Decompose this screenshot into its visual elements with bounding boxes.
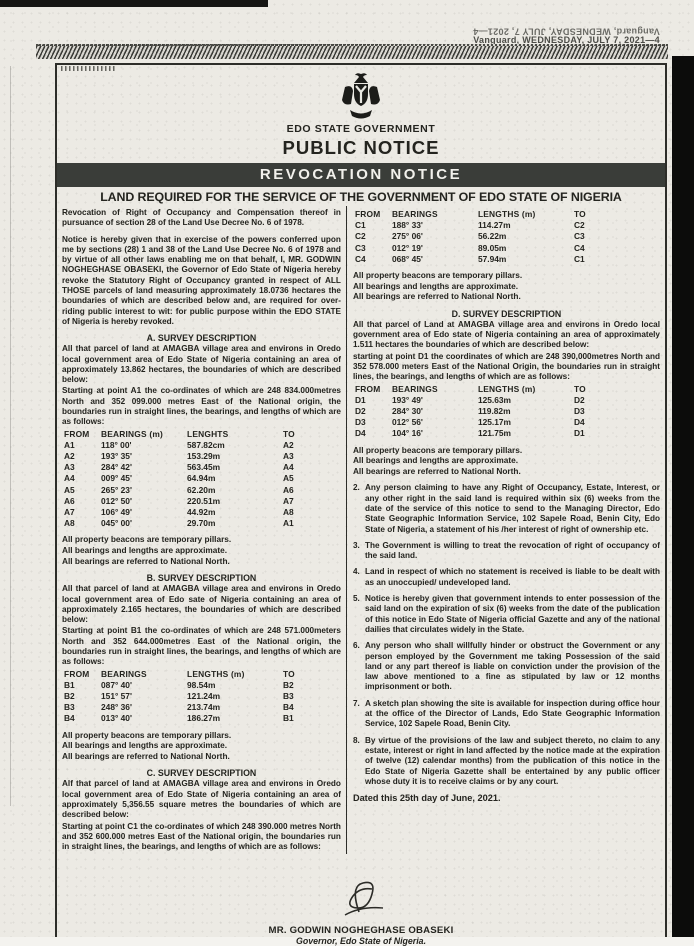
- survey-notes-b: All property beacons are temporary pillars. All bearings and lengths are approximate. All bearings are referred to National North.: [62, 729, 232, 761]
- clause-item-2: 2. Any person claiming to have any Right of Occupancy, Estate, Interest, or any other right in the said land is required within six (6) weeks from the date of the service of this notice to send to the Managing Director, Edo State Geographic Information Service, 102 Sapele Road, Benin City, Edo State of Nigeria, a statement of his /her interest of right of ownership etc.: [352, 483, 660, 534]
- revocation-banner: REVOCATION NOTICE: [57, 163, 665, 187]
- scan-fold-line: [10, 66, 11, 806]
- clause-item-4: 4. Land in respect of which no statement is received is liable to be dealt with as an unoccupied/ undeveloped land.: [352, 567, 660, 587]
- signatory-name: MR. GODWIN NOGHEGHASE OBASEKI: [268, 925, 454, 936]
- coat-of-arms-icon: [336, 72, 386, 122]
- survey-notes-c: All property beacons are temporary pillars. All bearings and lengths are approximate. All bearings are referred to National North.: [352, 270, 523, 302]
- masthead: [473, 26, 660, 45]
- section-d-body: All that parcel of Land at AMAGBA village area and environs in Oredo local government area of Edo state of Nigeria containing an area of approximately 1.511 hectares the boundaries of which are described below:: [352, 319, 661, 350]
- masthead-date: Vanguard, WEDNESDAY, JULY 7, 2021—4: [473, 34, 660, 45]
- government-name: EDO STATE GOVERNMENT: [286, 123, 436, 135]
- survey-table-a: FROM BEARINGS (m) LENGHTS TO A1 118° 00' 587.82cm A2 A2 193° 35' 153.29m A3 A3 284° 42' 563.45m A4 A4 009° 45' 64.94m A5 A5 265° 23' 62.20m A6 A6 012° 50' 220.51m A7 A7 106° 49' 44.92m A8 A8 045° 00' 29.70m A1: [64, 428, 295, 529]
- left-column: [60, 206, 346, 854]
- clause-item-3: 3. The Government is willing to treat the revocation of right of occupancy of the said land.: [352, 540, 660, 561]
- masthead-date-mirrored: Vanguard, WEDNESDAY, JULY 7, 2021—4: [473, 26, 660, 37]
- notice-headline: LAND REQUIRED FOR THE SERVICE OF THE GOVERNMENT OF EDO STATE OF NIGERIA: [100, 190, 622, 204]
- scan-right-edge: [672, 56, 694, 937]
- survey-notes-a: All property beacons are temporary pillars. All bearings and lengths are approximate. All bearings are referred to National North.: [62, 534, 232, 566]
- right-column: [346, 206, 662, 854]
- section-a-title: A. SURVEY DESCRIPTION: [146, 333, 257, 344]
- dated-line: Dated this 25th day of June, 2021.: [352, 793, 501, 804]
- notice-frame: [55, 63, 667, 946]
- signature: [325, 880, 397, 920]
- signatory-title: Governor, Edo State of Nigeria.: [295, 936, 427, 946]
- scan-top-edge: [0, 0, 268, 7]
- clause-item-5: 5. Notice is hereby given that government intends to enter possession of the said land on the expiration of six (6) weeks from the date of the publication of this notice in Edo State of Nigeria official Gazette and any of the national dailies that circulates widely in the State.: [352, 594, 660, 634]
- section-d-start-point: starting at point D1 the coordinates of which are 248 390,000metres North and 352 578.000 meters East of the National Origin, the boundaries run in straight lines, the bearings, and lengths of which are as follows:: [352, 351, 660, 382]
- survey-table-c: FROM BEARINGS LENGTHS (m) TO C1 188° 33' 114.27m C2 C2 275° 06' 56.22m C3 C3 012° 19' 89.05m C4 C4 068° 45' 57.94m C1: [354, 209, 586, 264]
- section-b-title: B. SURVEY DESCRIPTION: [146, 573, 257, 584]
- section-a-body: All that parcel of land at AMAGBA village area and environs in Oredo local government area of Edo State of Nigeria containing an area of approximately 13.862 hectares, the boundaries of which are described below:: [62, 344, 341, 385]
- section-c-title: C. SURVEY DESCRIPTION: [146, 768, 257, 779]
- section-b-body: All that parcel of land at AMAGBA village area and environs in Oredo local government area of Edo sate of Nigeria containing an area of approximately 2.165 hectares, the boundaries of which are described below:: [62, 584, 341, 625]
- public-notice-title: PUBLIC NOTICE: [282, 137, 440, 158]
- signature-block: [57, 880, 665, 946]
- intro-paragraph-2: Notice is hereby given that in exercise of the powers conferred upon me by sections (28) 1 and 38 of the Land Use Decree No. 6 of 1978 and by virtue of all other laws enabling me on that behalf, I, MR. GODWIN NOGHEGHASE OBASEKI, the Governor of Edo State of Nigeria hereby revoke the Statutory Right of Occupancy granted in respect of ALL THOSE parcels of land measuring approximately 18.0736 hectares the boundaries of which are described below and, are required for over-riding public interest to wit: for public purpose within the EDO STATE of Nigeria is hereby revoked.: [62, 234, 341, 326]
- clause-item-8: 8. By virtue of the provisions of the law and subject thereto, no claim to any estate, interest or right in land affected by the notice made at the expiration of twelve (12) calendar months) from the publication of this notice in the Edo State of Nigeria Gazette shall be entertained by any public officer whose duty it is to receive claims or by any court.: [352, 735, 660, 786]
- survey-notes-d: All property beacons are temporary pillars. All bearings and lengths are approximate. All bearings are referred to National North.: [352, 444, 523, 476]
- intro-paragraph-1: Revocation of Right of Occupancy and Compensation thereof in pursuance of section 28 of the Land Use Decree No. 6 of 1978.: [62, 208, 341, 228]
- section-c-body: Alf that parcel of land at AMAGBA village area and environs in Oredo local government area of Edo State of Nigeria containing an area of approximately 5,356.55 square metres the boundaries of which are described below:: [62, 779, 341, 820]
- section-b-start-point: Starting at point B1 the co-ordinates of which are 248 571.000meters North and 352 644.000metres East of the National origin, the boundaries run in straight lines, the bearings, and lengths of which are as follows:: [62, 626, 341, 667]
- survey-table-b: FROM BEARINGS LENGTHS (m) TO B1 087° 40' 98.54m B2 B2 151° 57' 121.24m B3 B3 248° 36' 213.74m B4 B4 013° 40' 186.27m B1: [64, 668, 295, 724]
- section-d-title: D. SURVEY DESCRIPTION: [451, 308, 562, 319]
- clause-item-6: 6. Any person who shall willfully hinder or obstruct the Government or any person employed by the Government me taking Possession of the said land or any part thereof is liable on conviction under the provision of the law above mentioned to a fine as stipulated by law or 12 months imprisonment or both.: [352, 641, 660, 692]
- two-column-body: [57, 206, 665, 854]
- decorative-hatch-band: [36, 44, 668, 59]
- section-a-start-point: Starting at point A1 the co-ordinates of which are 248 834.000metres North and 352 099.000 metres East of the National origin, the boundaries run in straight lines, the bearings, and lengths of which are as follows:: [62, 386, 341, 427]
- survey-table-d: FROM BEARINGS LENGTHS (m) TO D1 193° 49' 125.63m D2 D2 284° 30' 119.82m D3 D3 012° 56' 125.17m D4 D4 104° 16' 121.75m D1: [354, 383, 586, 439]
- section-c-start-point: Starting at point C1 the co-ordinates of which 248 390.000 metres North and 352 600.000 metres East of the National origin, the boundaries run in straight lines, the bearings, and lengths of which are as follows:: [62, 821, 341, 852]
- registration-marks: [61, 66, 115, 71]
- clause-item-7: 7. A sketch plan showing the site is available for inspection during office hour at the office of the Director of Lands, Edo State Geographic Information Service, 102 Sapele Road, Benin City.: [352, 698, 660, 729]
